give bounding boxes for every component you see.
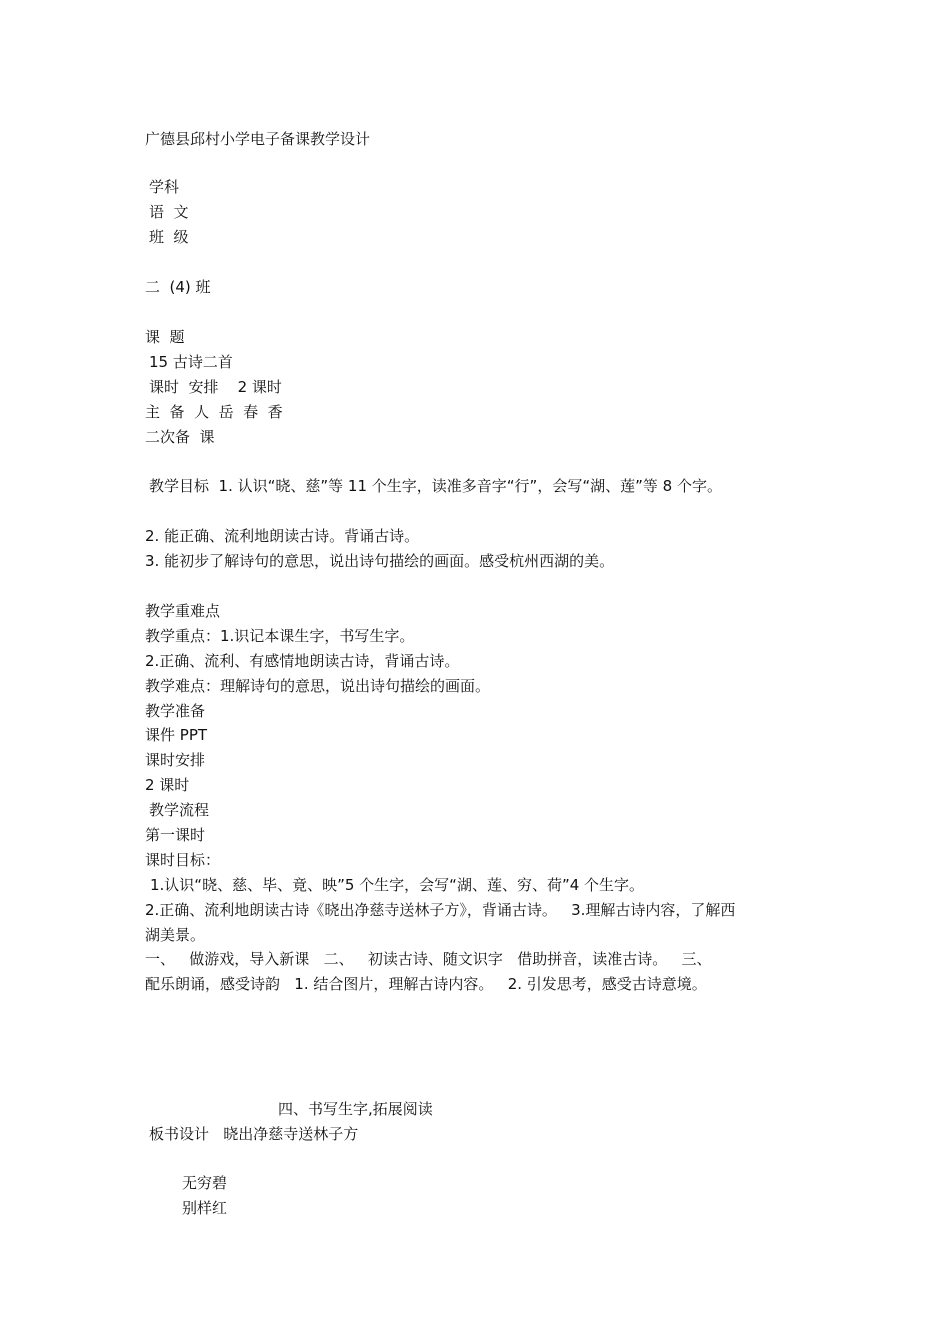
class-value: 二 (4) 班 [145, 278, 211, 296]
board-item-1: 无穷碧 [182, 1174, 228, 1192]
key-points-heading: 教学重难点 [145, 602, 221, 620]
steps-line-2: 配乐朗诵，感受诗韵 1. 结合图片，理解古诗内容。 2. 引发思考，感受古诗意境。 [145, 975, 707, 993]
preparation-value: 课件 PPT [145, 726, 208, 744]
second-prep-line: 二次备 课 [145, 428, 215, 446]
board-design-line: 板书设计 晓出净慈寺送林子方 [149, 1125, 359, 1143]
key-point-line-2: 2.正确、流利、有感情地朗读古诗，背诵古诗。 [145, 652, 460, 670]
topic-label: 课 题 [145, 328, 185, 346]
goal-heading: 课时目标： [145, 851, 221, 869]
time-value: 2 课时 [145, 776, 190, 794]
goal-line-2-cont: 湖美景。 [145, 926, 206, 944]
objective-line-2: 2. 能正确、流利地朗读古诗。背诵古诗。 [145, 527, 420, 545]
goal-line-2: 2.正确、流利地朗读古诗《晓出净慈寺送林子方》，背诵古诗。 3.理解古诗内容，了解西 [145, 901, 736, 919]
objective-line-3: 3. 能初步了解诗句的意思，说出诗句描绘的画面。感受杭州西湖的美。 [145, 552, 615, 570]
first-lesson: 第一课时 [145, 826, 206, 844]
key-point-line-3: 教学难点：理解诗句的意思，说出诗句描绘的画面。 [145, 677, 491, 695]
flow-heading: 教学流程 [149, 801, 210, 819]
preparer-line: 主 备 人 岳 春 香 [145, 403, 283, 421]
subject-label: 学科 [149, 178, 180, 196]
class-label: 班 级 [149, 228, 189, 246]
key-point-line-1: 教学重点：1.识记本课生字，书写生字。 [145, 627, 415, 645]
document-title: 广德县邱村小学电子备课教学设计 [145, 130, 371, 148]
time-heading: 课时安排 [145, 751, 206, 769]
goal-line-1: 1.认识“晓、慈、毕、竟、映”5 个生字，会写“湖、莲、穷、荷”4 个生字。 [150, 876, 645, 894]
step-four: 四、书写生字,拓展阅读 [278, 1100, 433, 1118]
preparation-heading: 教学准备 [145, 702, 206, 720]
lesson-time-line: 课时 安排 2 课时 [149, 378, 282, 396]
objective-line-1: 教学目标 1. 认识“晓、慈”等 11 个生字，读准多音字“行”，会写“湖、莲”等 8 个字。 [149, 477, 722, 495]
board-item-2: 别样红 [182, 1199, 228, 1217]
subject-value: 语 文 [149, 203, 189, 221]
topic-value: 15 古诗二首 [149, 353, 233, 371]
steps-line-1: 一、 做游戏，导入新课 二、 初读古诗、随文识字 借助拼音，读准古诗。 三、 [145, 950, 712, 968]
